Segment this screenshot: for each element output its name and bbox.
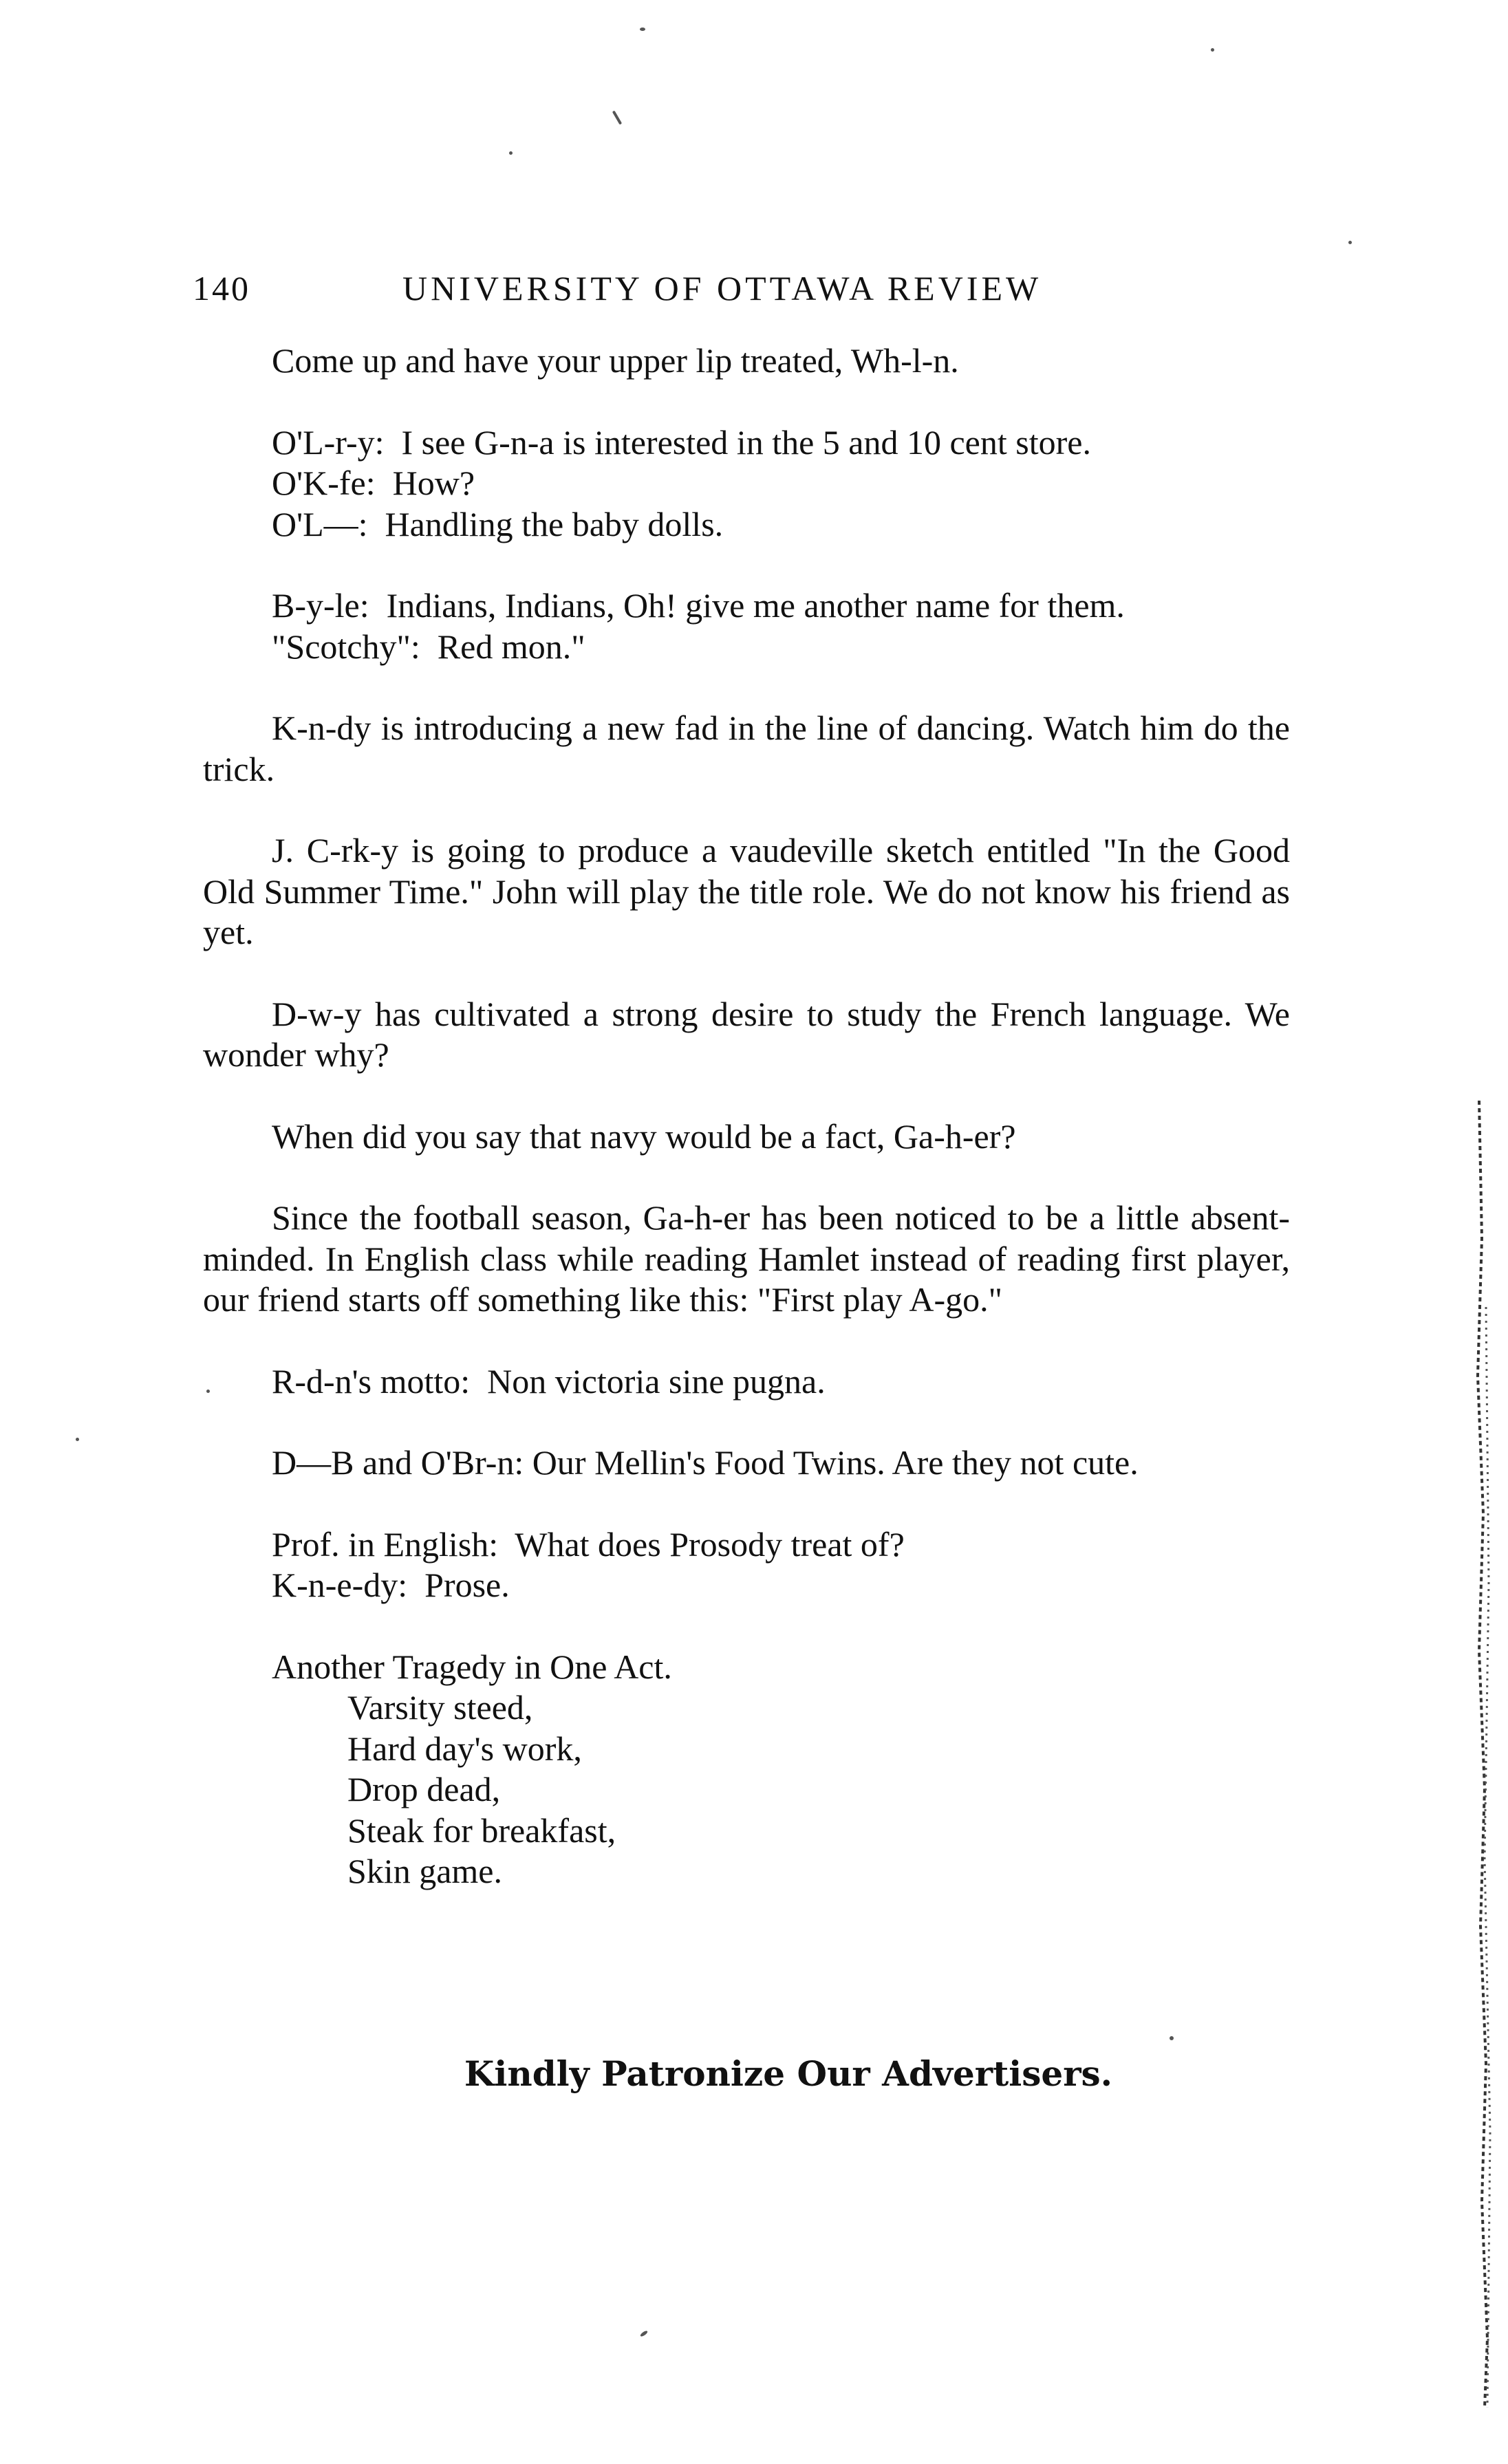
text-block: [203, 1442, 1290, 1484]
text-block: [203, 1116, 1290, 1158]
text-block: [203, 1361, 1290, 1403]
text-block: [203, 1198, 1290, 1321]
text-line: Come up and have your upper lip treated, Wh-l-n.: [272, 341, 959, 380]
paragraph-text: D-w-y has cultivated a strong desire to study the French language. We wonder why?: [203, 994, 1290, 1074]
advertisers-notice: [0, 2053, 1508, 2094]
scan-speck: [1348, 241, 1352, 244]
text-block: [203, 708, 1290, 790]
poem-title: Another Tragedy in One Act.: [272, 1647, 672, 1686]
scan-speck: [206, 1390, 210, 1393]
text-line: O'L-r-y: I see G-n-a is interested in the 5 and 10 cent store.: [272, 422, 1091, 462]
binding-edge-shadow: [1458, 1101, 1493, 2408]
text-block: [203, 585, 1290, 667]
paragraph-text: Since the football season, Ga-h-er has been noticed to be a little absent-minded. In English class while reading Hamlet instead of reading first player, our friend starts off something like this: "First play A-go.": [203, 1198, 1290, 1319]
poem-verse: Hard day's work,: [347, 1729, 582, 1768]
text-block: [203, 341, 1290, 382]
text-line: O'L—: Handling the baby dolls.: [272, 504, 724, 543]
scan-speck: [640, 2330, 649, 2337]
scan-speck: [612, 110, 622, 125]
scan-speck: [1211, 48, 1214, 52]
text-line: When did you say that navy would be a fact, Ga-h-er?: [272, 1116, 1016, 1156]
text-line: K-n-e-dy: Prose.: [272, 1566, 510, 1604]
poem-verse: Drop dead,: [347, 1770, 501, 1808]
text-block: [203, 830, 1290, 953]
page-header: [193, 268, 1307, 316]
paragraph-text: J. C-rk-y is going to produce a vaudeville sketch entitled "In the Good Old Summer Time." John will play the title role. We do not know his friend as yet.: [203, 831, 1290, 951]
scan-speck: [640, 28, 645, 31]
scan-speck: [1170, 2036, 1174, 2040]
text-block: [203, 1647, 1290, 1892]
poem-verse: Steak for breakfast,: [347, 1811, 616, 1850]
scan-speck: [76, 1438, 79, 1441]
poem-verse: Varsity steed,: [347, 1688, 533, 1727]
text-line: B-y-le: Indians, Indians, Oh! give me another name for them.: [272, 586, 1125, 625]
text-block: [203, 1524, 1290, 1606]
paragraph-text: D—B and O'Br-n: Our Mellin's Food Twins. Are they not cute.: [272, 1443, 1139, 1482]
text-block: [203, 994, 1290, 1076]
text-line: O'K-fe: How?: [272, 464, 475, 502]
body-text: [203, 341, 1290, 1933]
text-line: R-d-n's motto: Non victoria sine pugna.: [272, 1361, 826, 1401]
poem-verse: Skin game.: [347, 1852, 502, 1890]
page-number: 140: [193, 269, 250, 307]
running-title: UNIVERSITY OF OTTAWA REVIEW: [402, 269, 1042, 307]
text-line: Prof. in English: What does Prosody treat of?: [272, 1524, 905, 1564]
paragraph-text: K-n-dy is introducing a new fad in the line of dancing. Watch him do the trick.: [203, 709, 1290, 788]
scan-speck: [509, 151, 513, 155]
text-block: [203, 422, 1290, 545]
advertisers-notice-text: Kindly Patronize Our Advertisers.: [464, 2053, 1113, 2094]
text-line: "Scotchy": Red mon.": [272, 627, 585, 666]
